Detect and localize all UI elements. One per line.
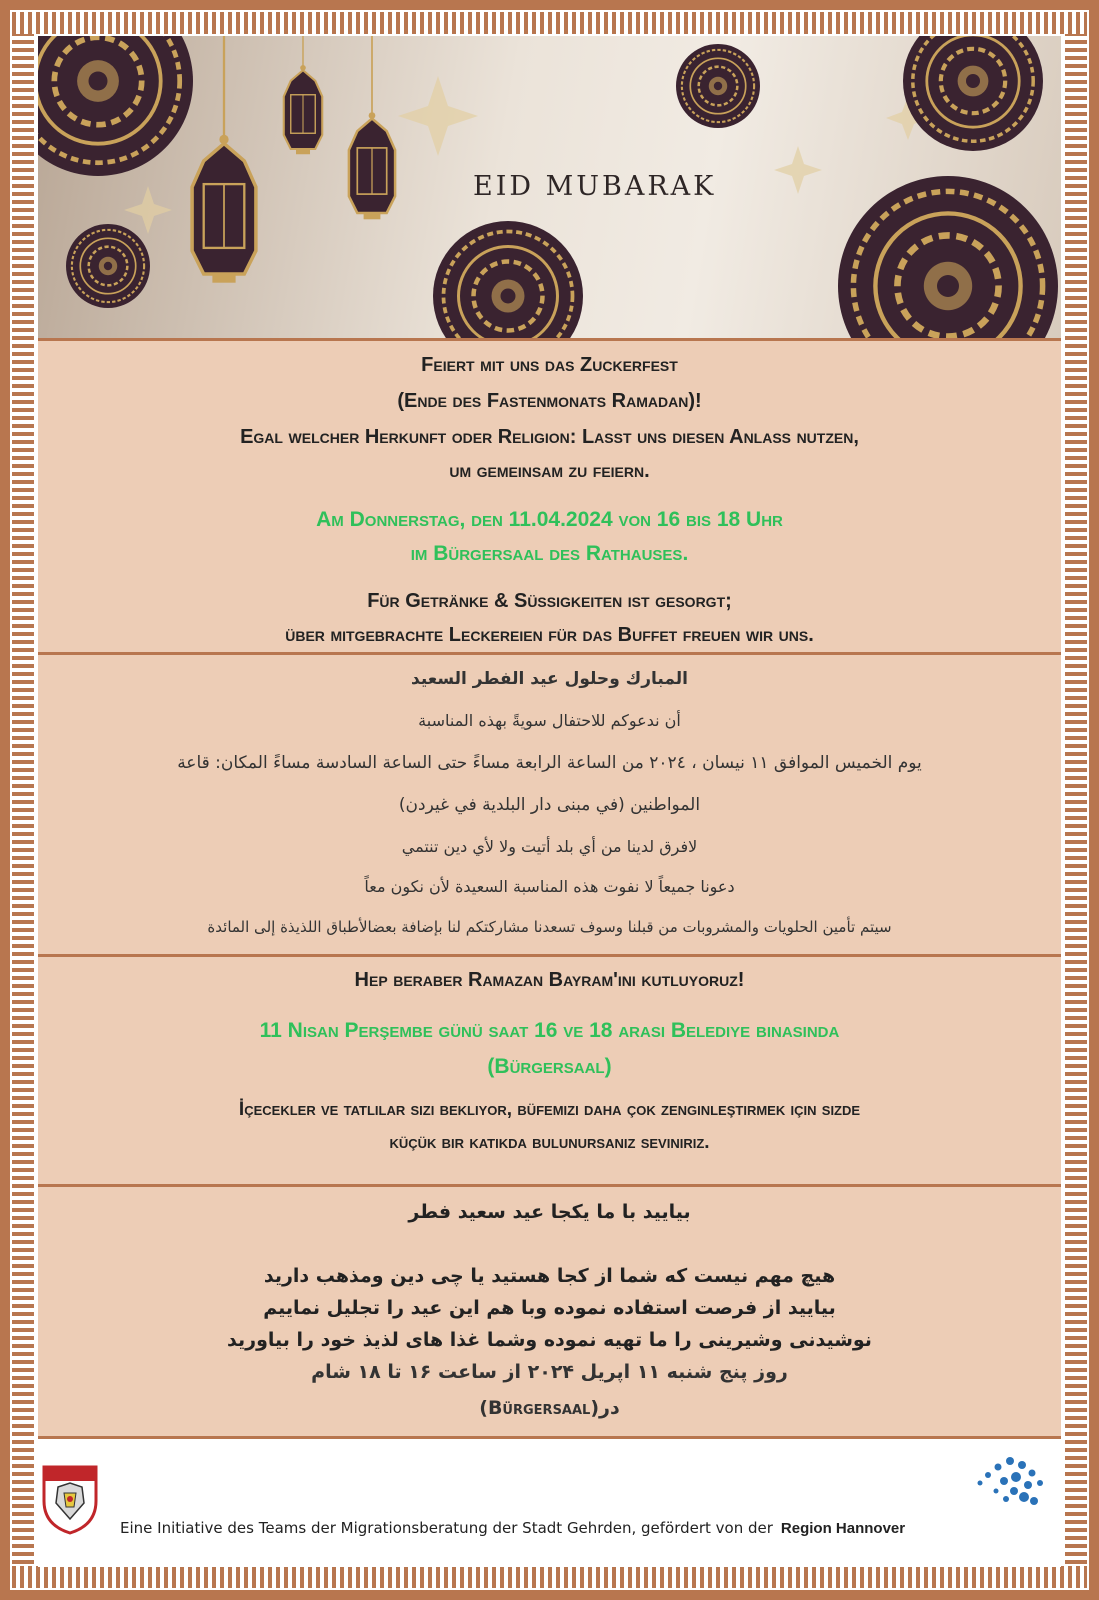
persian-section [38,1184,1061,1436]
flyer [38,36,1061,1564]
german-line-2: (Ende des Fastenmonats Ramadan)! [397,390,702,412]
turkish-place: (Bürgersaal) [487,1055,612,1078]
arabic-section [38,652,1061,954]
german-line-5: Für Getränke & Süssigkeiten ist gesorgt; [367,590,732,612]
german-place: im Bürgersaal des Rathauses. [410,542,689,565]
footer-region: Region Hannover [780,1520,906,1537]
footer-text [120,1519,905,1537]
persian-place: در(Bürgersaal) [479,1397,620,1419]
german-date: Am Donnerstag, den 11.04.2024 von 16 bis 18 Uhr [316,508,783,531]
arabic-date: يوم الخميس الموافق ١١ نيسان ، ٢٠٢٤ من الساعة الرابعة مساءً حتى الساعة السادسة مساءً المكان: قاعة [177,753,922,773]
persian-line-1: بیایید با ما یکجا عید سعید فطر [408,1201,691,1223]
turkish-section [38,954,1061,1184]
banner-title: EID MUBARAK [473,171,717,202]
german-line-6: über mitgebrachte Leckereien für das Buffet freuen wir uns. [285,624,814,646]
arabic-line-2: أن ندعوكم للاحتفال سويةً بهذه المناسبة [418,711,681,730]
region-hannover-logo-icon [970,1451,1050,1513]
arabic-place: المواطنين (في مبنى دار البلدية في غيردن) [398,795,701,815]
eid-banner [38,36,1061,341]
german-line-3: Egal welcher Herkunft oder Religion: Lasst uns diesen Anlass nutzen, [240,426,859,448]
turkish-line-1: Hep beraber Ramazan Bayram'ını kutluyoruz! [354,969,745,991]
arabic-line-7: سيتم تأمين الحلويات والمشروبات من قبلنا وسوف تسعدنا مشاركتكم لنا بإضافة بعضالأطباق اللذيذة إلى المائدة [207,918,892,936]
footer-initiative: Eine Initiative des Teams der Migrationsberatung der Stadt Gehrden, gefördert von der [120,1519,773,1537]
persian-line-3: بیایید از فرصت استفاده نموده وبا هم این عید را تجلیل نماییم [263,1297,836,1319]
german-section [38,338,1061,652]
persian-line-4: نوشیدنی وشیرینی را ما تهیه نموده وشما غذا های لذیذ خود را بیاورید [227,1329,872,1351]
persian-line-2: هیچ مهم نیست که شما از کجا هستید یا چی دین ومذهب دارید [263,1265,836,1287]
german-line-4: um gemeinsam zu feiern. [449,460,650,482]
arabic-line-1: المبارك وحلول عيد الفطر السعيد [411,669,688,689]
german-line-1: Feiert mit uns das Zuckerfest [421,354,678,376]
footer [38,1436,1061,1567]
turkish-line-2: İçecekler ve tatlılar sizi bekliyor, büfemizi daha çok zenginleştirmek için sizde [238,1099,861,1120]
arabic-line-6: دعونا جميعاً لا نفوت هذه المناسبة السعيدة لأن نكون معاً [364,877,735,896]
turkish-date: 11 Nisan Perşembe günü saat 16 ve 18 arası Belediye binasında [259,1019,840,1042]
persian-date: روز پنج شنبه ۱۱ اپریل ۲۰۲۴ از ساعت ۱۶ تا ۱۸ شام [311,1361,788,1383]
turkish-line-3: küçük bir katıkda bulunursanız seviniriz. [389,1132,710,1153]
arabic-line-5: لافرق لدينا من أي بلد أتيت ولا لأي دين تنتمي [401,837,698,856]
gehrden-coat-of-arms-icon [40,1463,100,1535]
